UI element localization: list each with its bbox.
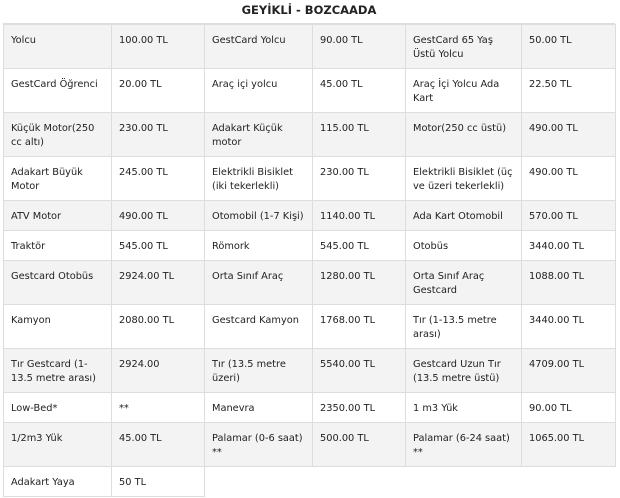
fee-price: 100.00 TL: [112, 25, 205, 69]
fee-price: 50.00 TL: [522, 25, 616, 69]
fee-price: 2350.00 TL: [313, 393, 406, 423]
table-row: [4, 423, 616, 467]
fee-price: 20.00 TL: [112, 69, 205, 113]
fee-price: 570.00 TL: [522, 201, 616, 231]
fee-price: 90.00 TL: [313, 25, 406, 69]
fee-price: 3440.00 TL: [522, 231, 616, 261]
fee-label: Traktör: [4, 231, 112, 261]
fee-label: Otomobil (1-7 Kişi): [205, 201, 313, 231]
fee-price: 2924.00 TL: [112, 261, 205, 305]
fee-price: 2080.00 TL: [112, 305, 205, 349]
fee-label: GestCard 65 Yaş Üstü Yolcu: [406, 25, 522, 69]
fee-label: Römork: [205, 231, 313, 261]
fee-price: 230.00 TL: [313, 157, 406, 201]
table-row: [4, 25, 616, 69]
fee-price: 490.00 TL: [522, 113, 616, 157]
fee-price: 1280.00 TL: [313, 261, 406, 305]
fee-label: Gestcard Kamyon: [205, 305, 313, 349]
fee-label: Ada Kart Otomobil: [406, 201, 522, 231]
fee-label: Yolcu: [4, 25, 112, 69]
table-row: [4, 69, 616, 113]
fee-price: 45.00 TL: [112, 423, 205, 467]
fee-price: 1065.00 TL: [522, 423, 616, 467]
fee-label: Araç İçi Yolcu Ada Kart: [406, 69, 522, 113]
fee-price: 490.00 TL: [112, 201, 205, 231]
fee-label: Palamar (0-6 saat) **: [205, 423, 313, 467]
table-row: [4, 201, 616, 231]
fee-table: [3, 24, 616, 497]
fee-label: Tır (13.5 metre üzeri): [205, 349, 313, 393]
fee-label: Low-Bed*: [4, 393, 112, 423]
fee-price: 1768.00 TL: [313, 305, 406, 349]
fee-label: Adakart Yaya: [4, 467, 112, 497]
fee-label: Palamar (6-24 saat) **: [406, 423, 522, 467]
fee-label: Kamyon: [4, 305, 112, 349]
fee-price: 3440.00 TL: [522, 305, 616, 349]
fee-label: Adakart Büyük Motor: [4, 157, 112, 201]
fee-label: Elektrikli Bisiklet (iki tekerlekli): [205, 157, 313, 201]
fee-price: 45.00 TL: [313, 69, 406, 113]
table-title: GEYİKLİ - BOZCAADA: [3, 0, 615, 24]
fee-label: Adakart Küçük motor: [205, 113, 313, 157]
fee-label: Orta Sınıf Araç: [205, 261, 313, 305]
fee-price: 5540.00 TL: [313, 349, 406, 393]
table-row: [4, 157, 616, 201]
fee-label: Gestcard Uzun Tır (13.5 metre üstü): [406, 349, 522, 393]
fee-label: 1 m3 Yük: [406, 393, 522, 423]
fee-label: GestCard Öğrenci: [4, 69, 112, 113]
fee-price: 1088.00 TL: [522, 261, 616, 305]
fee-label: Manevra: [205, 393, 313, 423]
fee-label: Tır (1-13.5 metre arası): [406, 305, 522, 349]
fee-price: 500.00 TL: [313, 423, 406, 467]
fee-label: Tır Gestcard (1-13.5 metre arası): [4, 349, 112, 393]
empty-cell: [205, 467, 616, 497]
fee-price: 2924.00: [112, 349, 205, 393]
fee-price: 230.00 TL: [112, 113, 205, 157]
fee-label: Küçük Motor(250 cc altı): [4, 113, 112, 157]
table-row: [4, 467, 616, 497]
fee-price: 90.00 TL: [522, 393, 616, 423]
table-row: [4, 261, 616, 305]
fee-label: ATV Motor: [4, 201, 112, 231]
fee-price: 545.00 TL: [112, 231, 205, 261]
fee-price: 490.00 TL: [522, 157, 616, 201]
fee-price: 545.00 TL: [313, 231, 406, 261]
fee-label: Motor(250 cc üstü): [406, 113, 522, 157]
fee-label: Elektrikli Bisiklet (üç ve üzeri tekerlekli): [406, 157, 522, 201]
fee-label: Araç içi yolcu: [205, 69, 313, 113]
fee-label: Otobüs: [406, 231, 522, 261]
table-row: [4, 349, 616, 393]
fee-label: Gestcard Otobüs: [4, 261, 112, 305]
table-row: [4, 231, 616, 261]
table-row: [4, 305, 616, 349]
fee-price: 245.00 TL: [112, 157, 205, 201]
fee-price: 1140.00 TL: [313, 201, 406, 231]
fee-label: Orta Sınıf Araç Gestcard: [406, 261, 522, 305]
table-row: [4, 113, 616, 157]
fee-price: 22.50 TL: [522, 69, 616, 113]
fee-price: 50 TL: [112, 467, 205, 497]
fee-price: 115.00 TL: [313, 113, 406, 157]
table-row: [4, 393, 616, 423]
fee-price: **: [112, 393, 205, 423]
fee-price: 4709.00 TL: [522, 349, 616, 393]
fee-label: 1/2m3 Yük: [4, 423, 112, 467]
fee-label: GestCard Yolcu: [205, 25, 313, 69]
